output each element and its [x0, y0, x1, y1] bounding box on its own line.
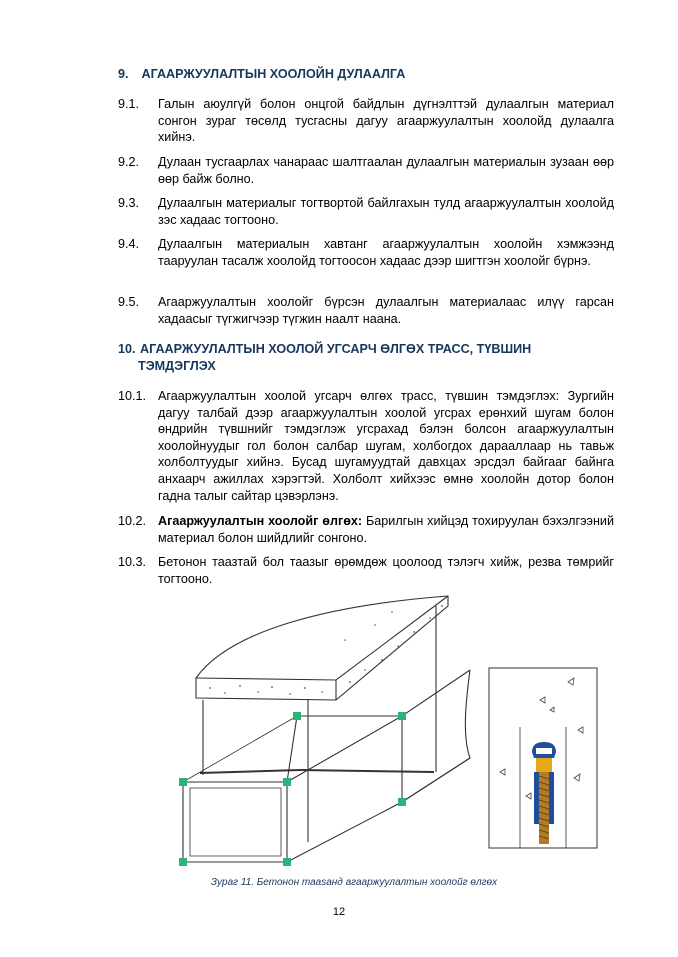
anchor-detail-illustration [489, 668, 597, 848]
item-text-rest: Барилгын хийцэд тохируулан бэхэлгээний материал болон шийдлийг сонгоно. [158, 514, 614, 545]
section-10-title-line1: АГААРЖУУЛАЛТЫН ХООЛОЙ УГСАРЧ ӨЛГӨХ ТРАСС, ТҮВШИН [140, 342, 532, 356]
item-text: Галын аюулгүй болон онцгой байдлын дүгнэлттэй дулаалгын материал сонгон зураг төсөлд тусгасны дагуу агааржуулалтын хоолойд дулаалга хийнэ. [158, 97, 614, 145]
item-number: 9.4. [118, 237, 140, 251]
item-text: Бетонон таазтай бол таазыг өрөмдөж цоолоод тэлэгч хийж, резва төмрийг тогтооно. [158, 555, 614, 586]
page-number: 12 [332, 906, 346, 918]
item-bold-lead: Агааржуулалтын хоолойг өлгөх: [158, 514, 363, 528]
item-number: 9.5. [118, 295, 140, 309]
concrete-slab-illustration [196, 596, 448, 700]
item-number: 9.3. [118, 196, 140, 210]
section-9-title: АГААРЖУУЛАЛТЫН ХООЛОЙН ДУЛААЛГА [141, 67, 406, 81]
item-text: Агааржуулалтын хоолой угсарч өлгөх трасс, түвшин тэмдэглэх: Зургийн дагуу талбай дээр агааржуулалтын хоолой угсрах ерөнхий шугам болон өндрийн түвшнийг тэмдэглэж угсрахад бэлэн болсон агааржуулалтын хоолойнуудыг гол болон салбар шугам, холбогдох дарааллаар нь тавьж холболтуудыг хийнэ. Бусад шугамуудтай давхцах эрсдэл байгааг байнга анхаарч ажиллах хэрэгтэй. Холболт хийхээс өмнө хоолойн дотор болон гадна талыг сайтар цэвэрлэнэ. [158, 389, 614, 503]
item-text: Дулаан тусгаарлах чанараас шалтгаалан дулаалгын материалын зузаан өөр өөр байж болно. [158, 155, 614, 186]
figure-caption: Зураг 11. Бетонон тааsанд агааржуулалтын хоолойг өлгөх [210, 877, 498, 888]
item-number: 9.1. [118, 97, 140, 111]
section-9-number: 9. [118, 67, 129, 81]
item-number: 9.2. [118, 155, 140, 169]
item-text: Дулаалгын материалыг тогтвортой байлгахын тулд агааржуулалтын хоолойд зэс хадаас тогтооно. [158, 196, 614, 227]
item-number: 10.3. [118, 555, 147, 569]
section-10-title-line2: ТЭМДЭГЛЭХ [138, 359, 216, 373]
item-text: Агааржуулалтын хоолойг бүрсэн дулаалгын материалаас илүү гарсан хадаасыг түгжигчээр түгжин наалт наана. [158, 295, 614, 326]
item-text: Дулаалгын материалын хавтанг агааржуулалтын хоолойн хэмжээнд тааруулан тасалж хоолойд тогтоосон хадаас дээр шигтгэн хоолойг бүрнэ. [158, 237, 614, 268]
item-number: 10.1. [118, 389, 147, 403]
section-10-number: 10. [118, 342, 136, 356]
item-number: 10.2. [118, 514, 147, 528]
